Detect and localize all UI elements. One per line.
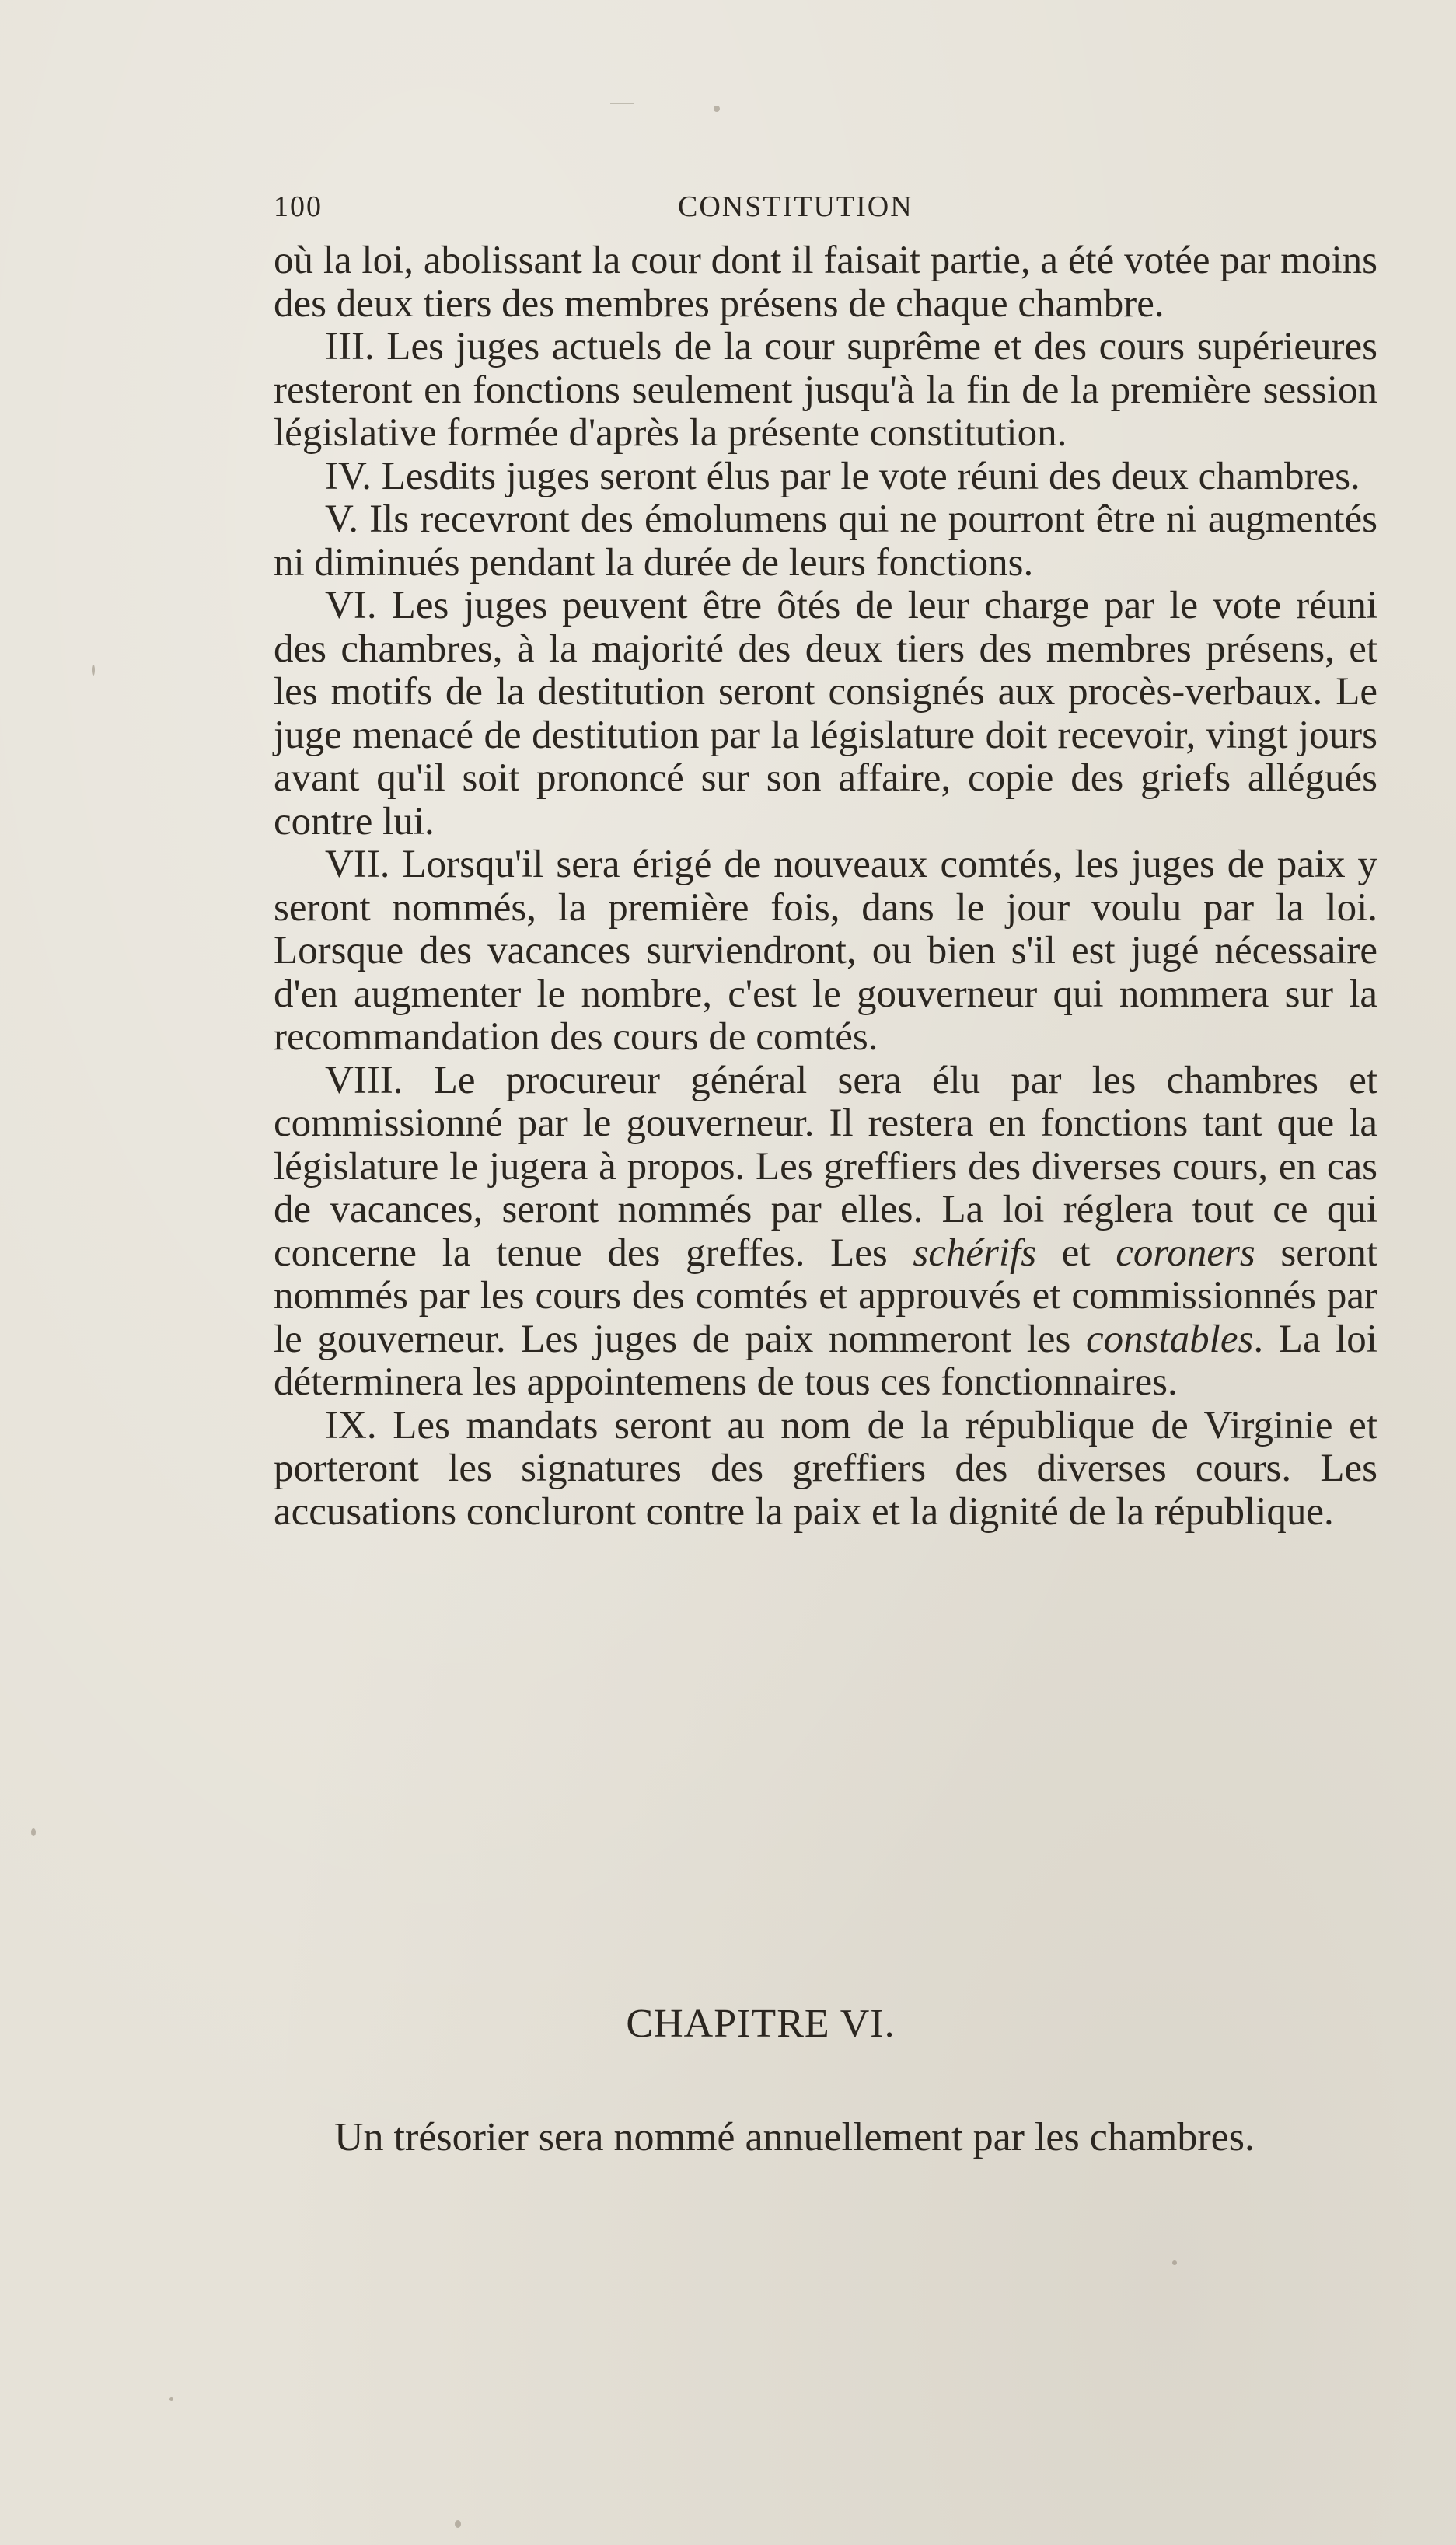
paper-scratch — [610, 103, 634, 104]
paper-speck — [92, 665, 95, 676]
article-7: VII. Lorsqu'il sera érigé de nouveaux comtés, les juges de paix y seront nommés, la première fois, dans le jour voulu par la loi. Lorsque des vacances surviendront, ou bien s'il est jugé nécessaire d'en augmenter le nombre, c'est le gouverneur qui nommera sur la recommandation des cours de comtés. — [274, 843, 1377, 1059]
paper-speck — [1172, 2260, 1177, 2265]
body-text — [274, 239, 1377, 1534]
paper-speck — [169, 2397, 173, 2401]
article-8-part4: . La loi déterminera les appointemens de tous ces fonctionnaires. — [274, 1317, 1377, 1404]
paper-speck — [31, 1828, 36, 1836]
article-4: IV. Lesdits juges seront élus par le vote réuni des deux chambres. — [325, 454, 1360, 498]
paragraph-continuation: où la loi, abolissant la cour dont il faisait partie, a été votée par moins des deux tiers des membres présens de chaque chambre. — [274, 239, 1377, 326]
article-9: IX. Les mandats seront au nom de la république de Virginie et porteront les signatures des greffiers des diverses cours. Les accusations concluront contre la paix et la dignité de la république. — [274, 1403, 1377, 1534]
article-8-part1: VIII. Le procureur général sera élu par les chambres et commissionné par le gouverneur. Il restera en fonctions tant que la législature le jugera à propos. Les greffiers des diverses cours, en cas de vacances, seront nommés par elles. La loi réglera tout ce qui concerne la tenue des greffes. Les — [274, 1058, 1377, 1275]
chapter-text: Un trésorier sera nommé annuellement par les chambres. — [334, 2115, 1255, 2159]
term-constables: constables — [1086, 1317, 1254, 1361]
chapter-heading: CHAPITRE VI. — [626, 2002, 896, 2046]
article-8 — [274, 1060, 1377, 1405]
page-header — [274, 190, 1377, 236]
article-3: III. Les juges actuels de la cour suprême et des cours supérieures resteront en fonctions seulement jusqu'à la fin de la première session législative formée d'après la présente constitution. — [274, 325, 1377, 455]
running-head: CONSTITUTION — [678, 190, 913, 223]
term-scherifs: schérifs — [913, 1231, 1037, 1275]
term-coroners: coroners — [1116, 1231, 1255, 1275]
article-6: VI. Les juges peuvent être ôtés de leur charge par le vote réuni des chambres, à la majorité des deux tiers des membres présens, et les motifs de la destitution seront consignés aux procès-verbaux. Le juge menacé de destitution par la législature doit recevoir, vingt jours avant qu'il soit prononcé sur son affaire, copie des griefs allégués contre lui. — [274, 584, 1377, 843]
paper-speck — [455, 2520, 461, 2528]
paper-speck — [714, 106, 720, 112]
article-8-part3: seront nommés par les cours des comtés et approuvés et commissionnés par le gouverneur. Les juges de paix nommeront les — [274, 1231, 1378, 1361]
page-number: 100 — [274, 190, 323, 223]
article-8-part2: et — [1036, 1231, 1116, 1275]
article-5: V. Ils recevront des émolumens qui ne pourront être ni augmentés ni diminués pendant la durée de leurs fonctions. — [274, 497, 1377, 585]
